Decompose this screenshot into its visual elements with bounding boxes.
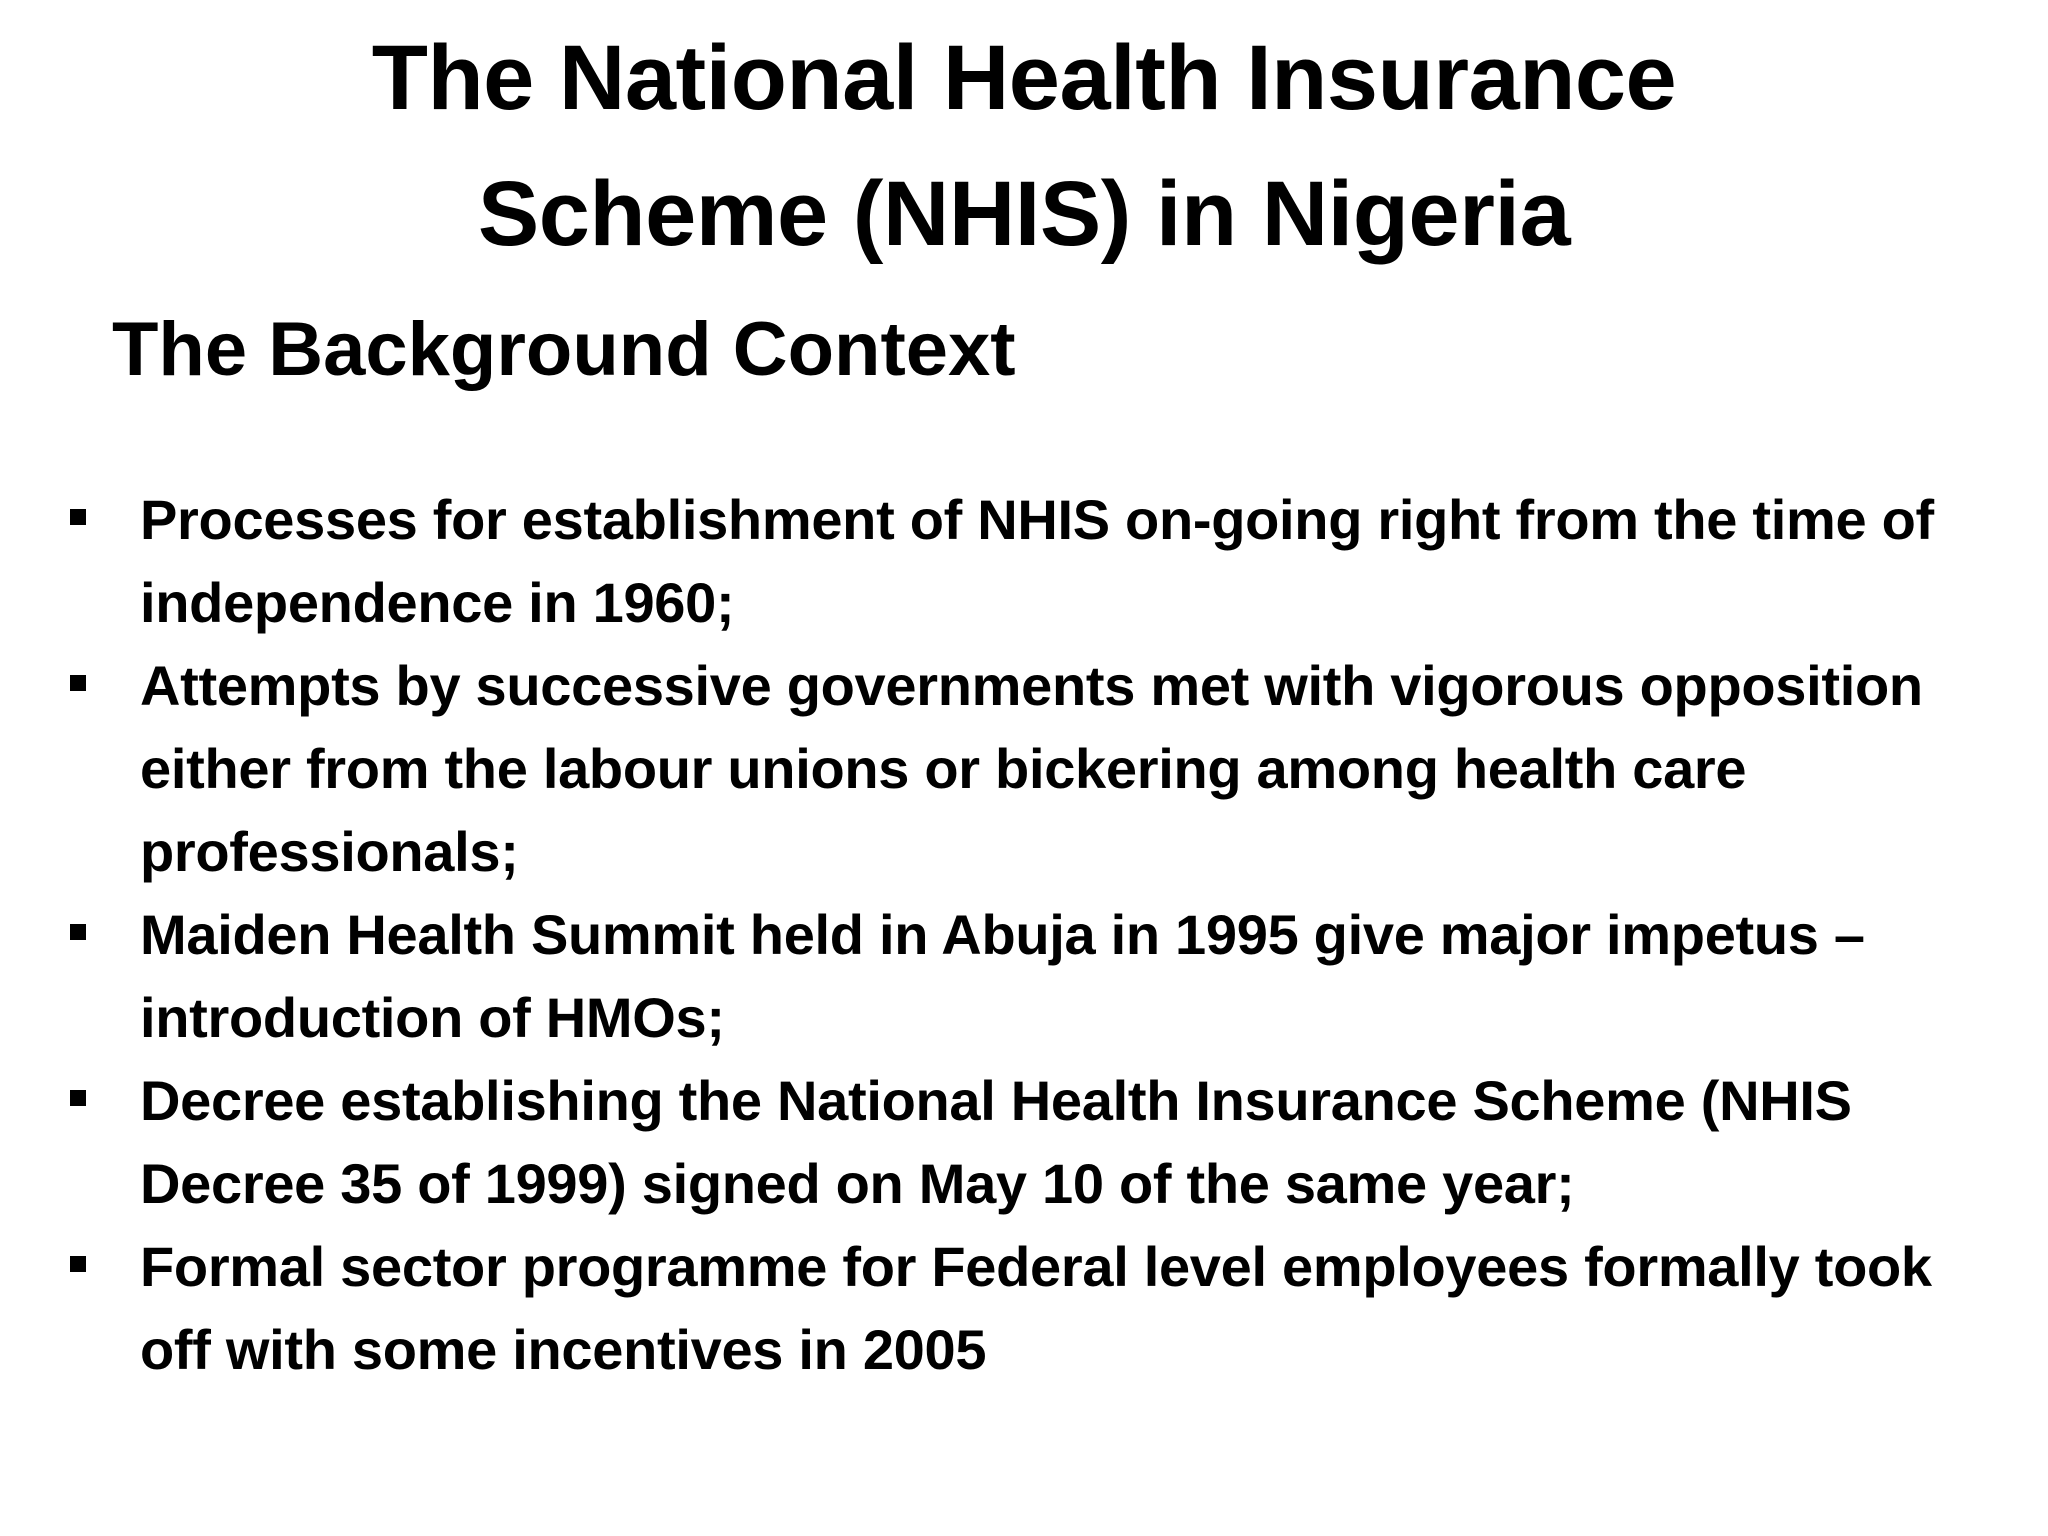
title-line-1: The National Health Insurance: [371, 27, 1677, 129]
section-subtitle: The Background Context: [112, 307, 1016, 392]
square-bullet-icon: [70, 509, 86, 525]
square-bullet-icon: [70, 924, 86, 940]
bullet-item: [62, 478, 2002, 644]
bullet-text: Formal sector programme for Federal level employees formally took off with some incentives in 2005: [140, 1235, 1932, 1381]
bullet-text: Attempts by successive governments met with vigorous opposition either from the labour unions or bickering among health care professionals;: [140, 654, 1923, 883]
bullet-list: [62, 478, 2002, 1391]
bullet-item: [62, 1059, 2002, 1225]
square-bullet-icon: [70, 1090, 86, 1106]
slide-title: [0, 10, 2048, 282]
bullet-item: [62, 644, 2002, 893]
title-line-2: Scheme (NHIS) in Nigeria: [477, 163, 1571, 265]
bullet-text: Processes for establishment of NHIS on-going right from the time of independence in 1960;: [140, 488, 1934, 634]
bullet-text: Maiden Health Summit held in Abuja in 1995 give major impetus – introduction of HMOs;: [140, 903, 1865, 1049]
square-bullet-icon: [70, 675, 86, 691]
square-bullet-icon: [70, 1256, 86, 1272]
bullet-text: Decree establishing the National Health Insurance Scheme (NHIS Decree 35 of 1999) signed on May 10 of the same year;: [140, 1069, 1852, 1215]
bullet-item: [62, 893, 2002, 1059]
bullet-item: [62, 1225, 2002, 1391]
